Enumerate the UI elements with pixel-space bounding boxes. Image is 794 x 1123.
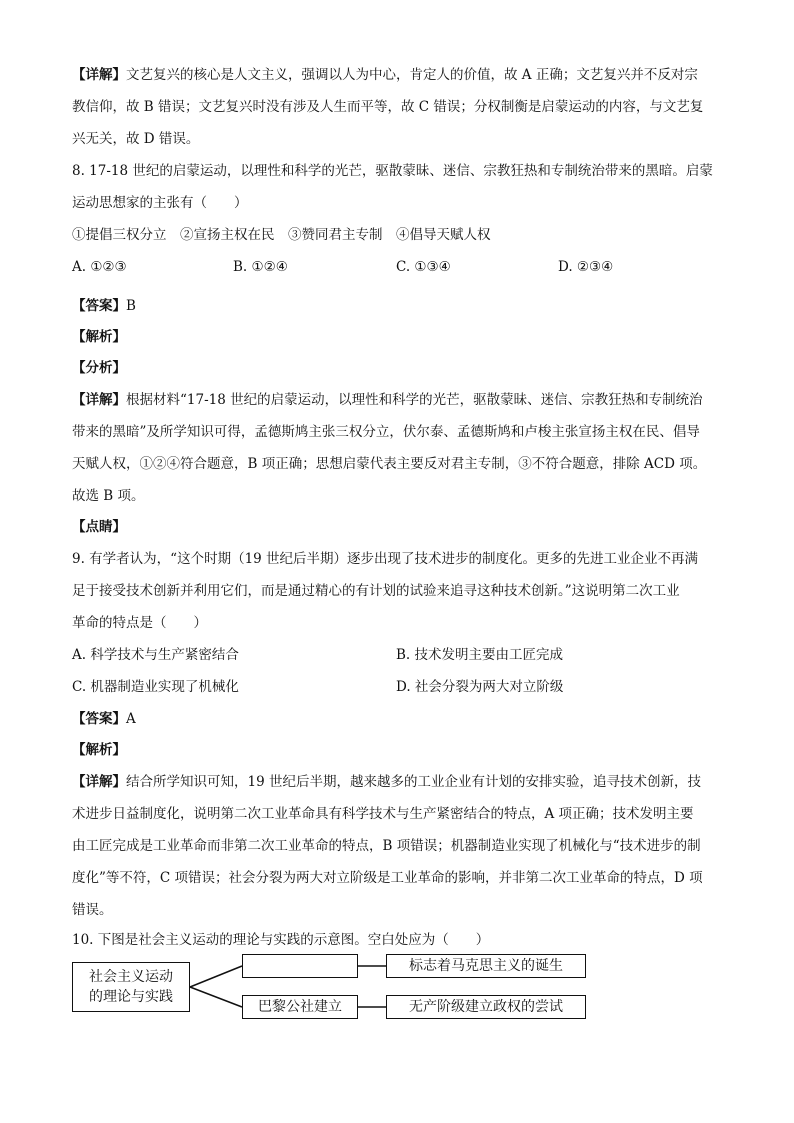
q9-option-b: B. 技术发明主要由工匠完成	[396, 647, 564, 663]
diagram-bottom-right-box: 无产阶级建立政权的尝试	[386, 995, 586, 1019]
q8-answer: 【答案】B	[72, 298, 136, 314]
diagram-root-box	[72, 962, 190, 1012]
q8-option-a: A. ①②③	[72, 259, 127, 275]
q8-option-b: B. ①②④	[233, 259, 288, 275]
connector-bottom	[190, 987, 242, 1007]
q8-option-d: D. ②③④	[558, 259, 614, 275]
q8-option-c: C. ①③④	[396, 259, 451, 275]
q9-answer: 【答案】A	[72, 711, 136, 727]
q9-stem-line3: 革命的特点是（ ）	[72, 615, 207, 631]
q8-dianjing-tag: 【点睛】	[72, 519, 126, 535]
q9-option-c: C. 机器制造业实现了机械化	[72, 679, 239, 695]
q9-option-d: D. 社会分裂为两大对立阶级	[396, 679, 564, 695]
connector-top	[190, 966, 242, 987]
q9-detail-line1: 【详解】结合所学知识可知，19 世纪后半期，越来越多的工业企业有计划的安排实验，追寻技术创新，技	[72, 774, 701, 790]
q7-detail-line2: 教信仰，故 B 错误；文艺复兴时没有涉及人生而平等，故 C 错误；分权制衡是启蒙运动的内容，与文艺复	[72, 99, 704, 115]
q10-stem: 10. 下图是社会主义运动的理论与实践的示意图。空白处应为（ ）	[72, 932, 490, 948]
q8-stem-line2: 运动思想家的主张有（ ）	[72, 195, 248, 211]
q7-detail-line1: 【详解】文艺复兴的核心是人文主义，强调以人为中心，肯定人的价值，故 A 正确；文艺复兴并不反对宗	[72, 67, 698, 83]
q8-stem-line1: 8. 17-18 世纪的启蒙运动，以理性和科学的光芒，驱散蒙昧、迷信、宗教狂热和专制统治带来的黑暗。启蒙	[72, 163, 713, 179]
q8-detail-line4: 故选 B 项。	[72, 488, 145, 504]
q8-detail-line1: 【详解】根据材料“17-18 世纪的启蒙运动，以理性和科学的光芒，驱散蒙昧、迷信、宗教狂热和专制统治	[72, 392, 703, 408]
root-label-line2: 的理论与实践	[89, 989, 173, 1005]
diagram-top-right-box: 标志着马克思主义的诞生	[386, 954, 586, 978]
q9-option-a: A. 科学技术与生产紧密结合	[72, 647, 239, 663]
q8-items: ①提倡三权分立 ②宣扬主权在民 ③赞同君主专制 ④倡导天赋人权	[72, 227, 491, 243]
q9-detail-line4: 度化”等不符，C 项错误；社会分裂为两大对立阶级是工业革命的影响，并非第二次工业革命的特点，D 项	[72, 870, 703, 886]
q9-detail-line3: 由工匠完成是工业革命而非第二次工业革命的特点，B 项错误；机器制造业实现了机械化与“技术进步的制	[72, 838, 701, 854]
q9-analysis-tag: 【解析】	[72, 742, 126, 758]
q9-detail-line2: 术进步日益制度化，说明第二次工业革命具有科学技术与生产紧密结合的特点，A 项正确；技术发明主要	[72, 806, 694, 822]
detail-tag: 【详解】	[72, 67, 126, 83]
diagram-bottom-mid-box: 巴黎公社建立	[242, 995, 358, 1019]
q10-diagram	[72, 958, 592, 1028]
q9-stem-line2: 足于接受技术创新并利用它们，而是通过精心的有计划的试验来追寻这种技术创新。”这说明第二次工业	[72, 583, 680, 599]
q8-detail-line3: 天赋人权，①②④符合题意，B 项正确；思想启蒙代表主要反对君主专制，③不符合题意，排除 ACD 项。	[72, 456, 707, 472]
q9-stem-line1: 9. 有学者认为，“这个时期（19 世纪后半期）逐步出现了技术进步的制度化。更多的先进工业企业不再满	[72, 551, 699, 567]
q7-detail-line3: 兴无关，故 D 错误。	[72, 131, 200, 147]
q8-fenxi-tag: 【分析】	[72, 360, 126, 376]
q8-analysis-tag: 【解析】	[72, 329, 126, 345]
diagram-blank-box	[242, 954, 358, 978]
q9-detail-line5: 错误。	[72, 902, 113, 918]
q8-detail-line2: 带来的黑暗”及所学知识可得，孟德斯鸠主张三权分立，伏尔泰、孟德斯鸠和卢梭主张宣扬主权在民、倡导	[72, 424, 700, 440]
root-label-line1: 社会主义运动	[89, 969, 173, 985]
